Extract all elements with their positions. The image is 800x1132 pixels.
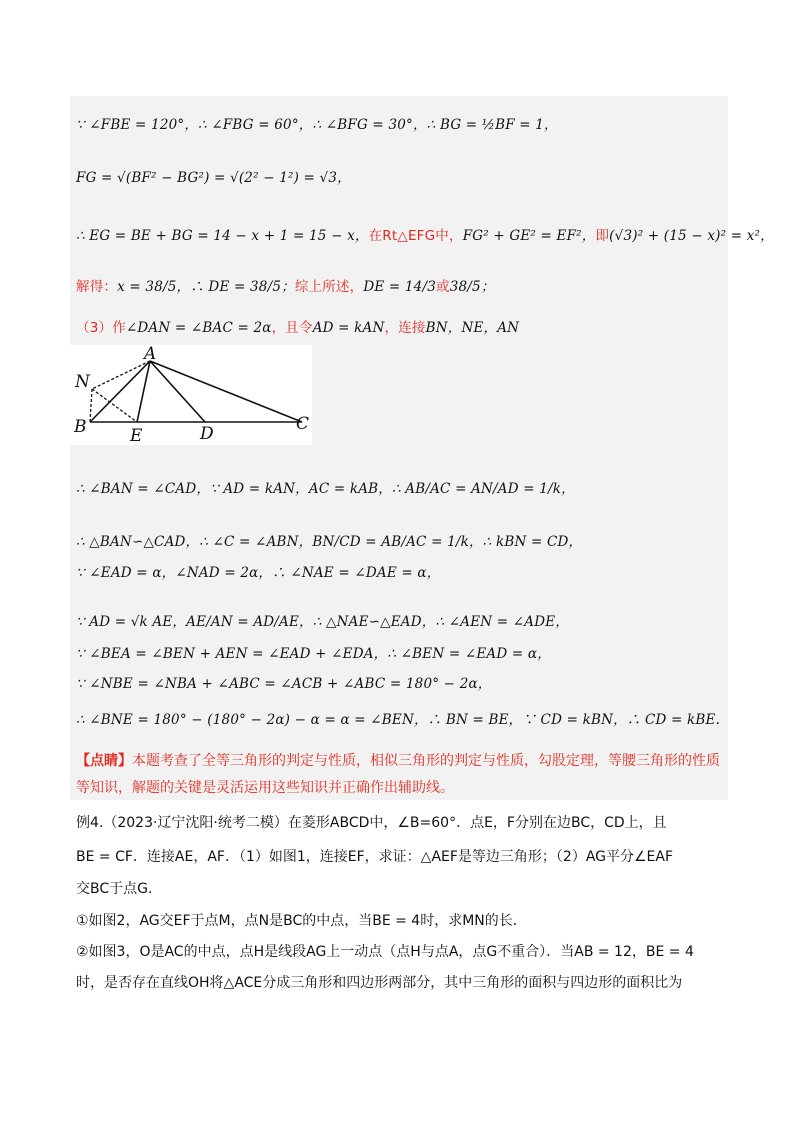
- example-paragraph-2: BE = CF．连接AE，AF．（1）如图1，连接EF，求证：△AEF是等边三角形；（2）AG平分∠EAF: [76, 849, 674, 865]
- solution-line-5: （3）作∠DAN = ∠BAC = 2α，且令AD = kAN，连接BN，NE，AN: [76, 320, 520, 336]
- solution-line-11: ∵ ∠NBE = ∠NBA + ∠ABC = ∠ACB + ∠ABC = 180° − 2α，: [76, 676, 492, 692]
- label-c: C: [296, 414, 310, 434]
- label-d: D: [200, 424, 214, 444]
- example-paragraph-6: 时，是否存在直线OH将△ACE分成三角形和四边形两部分，其中三角形的面积与四边形的面积比为: [76, 975, 683, 991]
- solution-line-1: ∵ ∠FBE = 120°，∴ ∠FBG = 60°，∴ ∠BFG = 30°，∴ BG = ½BF = 1，: [76, 117, 558, 133]
- label-b: B: [74, 417, 87, 437]
- solution-line-3: ∴ EG = BE + BG = 14 − x + 1 = 15 − x，在Rt△EFG中，FG² + GE² = EF²，即(√3)² + (15 − x)² = x²，: [76, 228, 774, 244]
- solution-line-8: ∵ ∠EAD = α，∠NAD = 2α，∴ ∠NAE = ∠DAE = α，: [76, 565, 441, 581]
- key-point-note: [76, 748, 726, 802]
- example-paragraph-5: ②如图3，O是AC的中点，点H是线段AG上一动点（点H与点A，点G不重合）．当AB = 12，BE = 4: [76, 944, 694, 960]
- triangle-figure: [70, 345, 312, 445]
- solution-line-9: ∵ AD = √k AE，AE/AN = AD/AE，∴ △NAE∽△EAD，∴ ∠AEN = ∠ADE，: [76, 614, 570, 630]
- key-point-text: 本题考查了全等三角形的判定与性质，相似三角形的判定与性质，勾股定理，等腰三角形的性质等知识，解题的关键是灵活运用这些知识并正确作出辅助线。: [76, 753, 720, 796]
- solution-line-7: ∴ △BAN∽△CAD，∴ ∠C = ∠ABN，BN/CD = AB/AC = 1/k，∴ kBN = CD，: [76, 534, 583, 550]
- label-n: N: [75, 372, 90, 392]
- solution-line-6: ∴ ∠BAN = ∠CAD，∵ AD = kAN，AC = kAB，∴ AB/AC = AN/AD = 1/k，: [76, 481, 575, 497]
- solution-line-12: ∴ ∠BNE = 180° − (180° − 2α) − α = α = ∠BEN，∴ BN = BE，∵ CD = kBN，∴ CD = kBE.: [76, 712, 721, 728]
- example-paragraph-4: ①如图2，AG交EF于点M，点N是BC的中点，当BE = 4时，求MN的长．: [76, 913, 527, 929]
- solution-panel: [70, 96, 728, 800]
- solution-line-10: ∵ ∠BEA = ∠BEN + AEN = ∠EAD + ∠EDA，∴ ∠BEN = ∠EAD = α，: [76, 646, 551, 662]
- solution-line-4: 解得：x = 38/5，∴ DE = 38/5；综上所述，DE = 14/3或38/5；: [76, 279, 495, 295]
- label-e: E: [130, 426, 143, 445]
- example-paragraph-3: 交BC于点G．: [76, 881, 162, 897]
- label-a: A: [144, 345, 157, 364]
- key-point-tag: 【点睛】: [76, 753, 132, 769]
- example-paragraph-1: 例4.（2023·辽宁沈阳·统考二模）在菱形ABCD中，∠B=60°．点E，F分别在边BC，CD上，且: [76, 815, 667, 831]
- solution-line-2: FG = √(BF² − BG²) = √(2² − 1²) = √3，: [76, 170, 351, 186]
